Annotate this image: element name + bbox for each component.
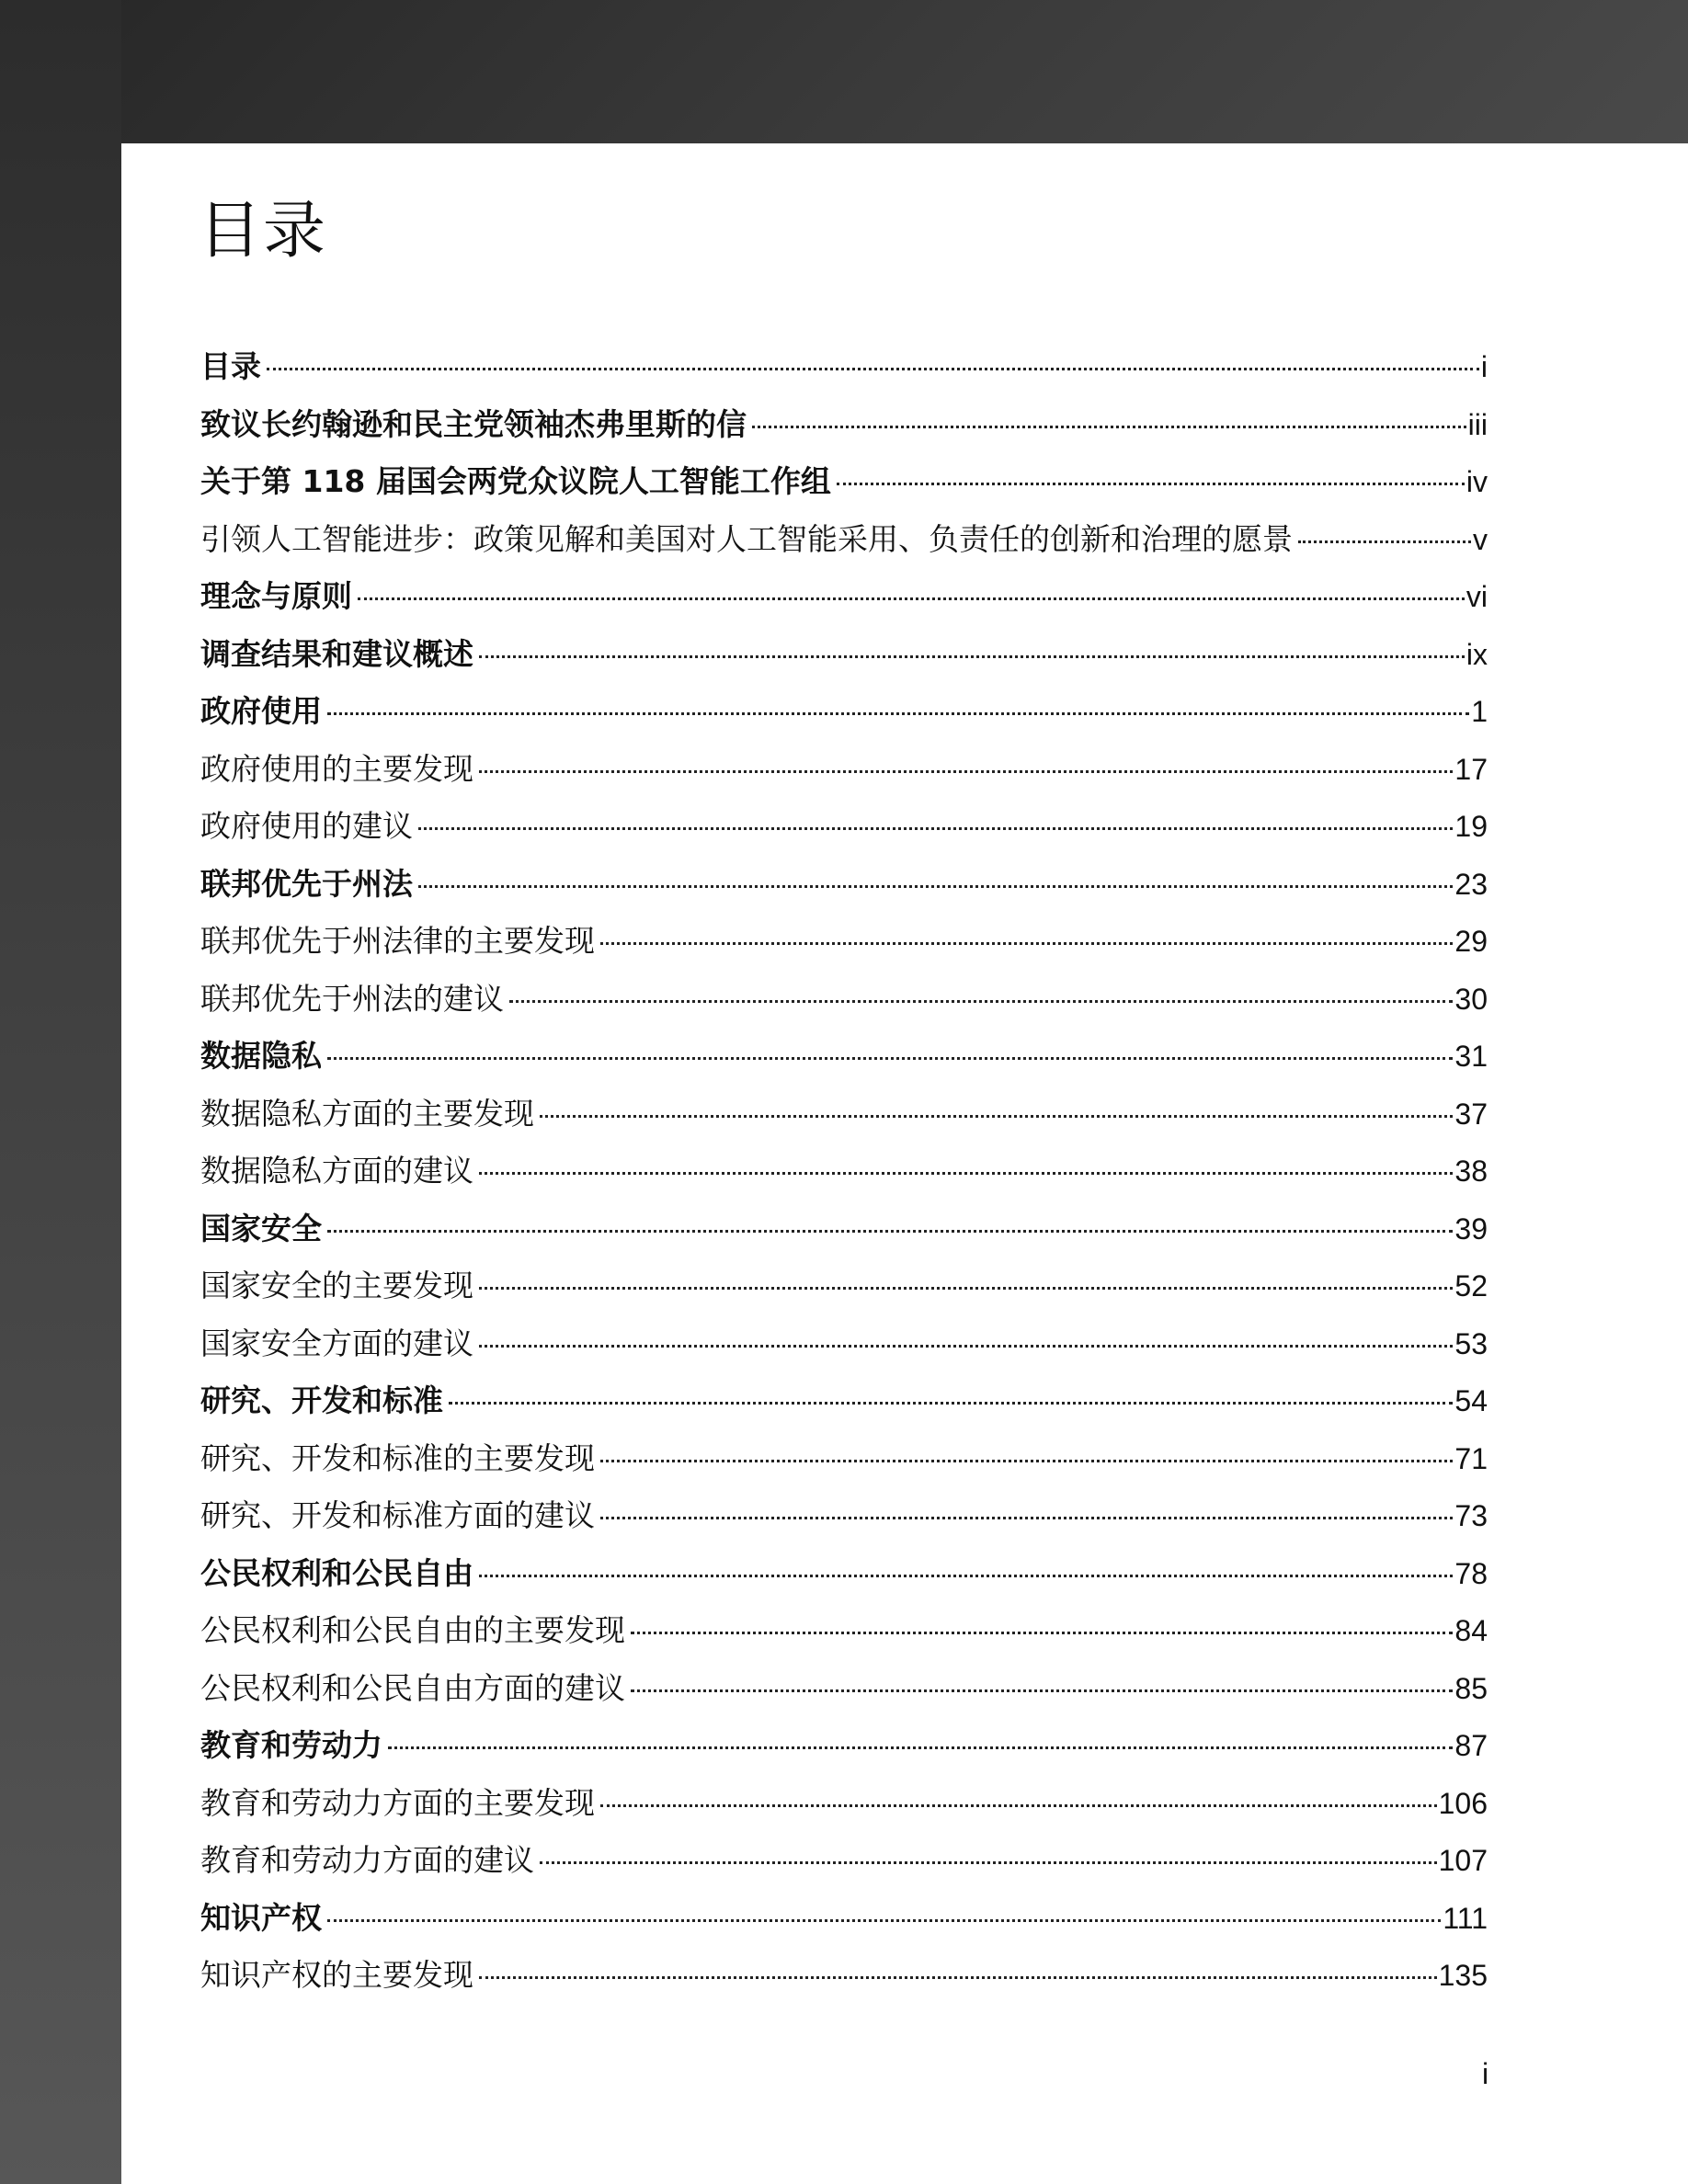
toc-entry-title[interactable]: 关于第 118 届国会两党众议院人工智能工作组 (200, 463, 831, 499)
toc-entry-page-number[interactable]: 1 (1471, 695, 1488, 728)
toc-entry[interactable] (200, 860, 1488, 918)
toc-entry-page-number[interactable]: ix (1466, 637, 1488, 671)
toc-entry-page-number[interactable]: iv (1466, 465, 1488, 498)
toc-entry[interactable] (200, 1090, 1488, 1148)
toc-entry[interactable] (200, 1320, 1488, 1378)
toc-entry[interactable] (200, 516, 1488, 574)
toc-entry[interactable] (200, 1377, 1488, 1435)
toc-entry-title[interactable]: 目录 (200, 348, 261, 384)
toc-entry[interactable] (200, 1607, 1488, 1665)
dot-leader (358, 597, 1465, 600)
toc-entry[interactable] (200, 1147, 1488, 1205)
toc-entry-page-number[interactable]: v (1473, 522, 1488, 556)
toc-entry[interactable] (200, 1780, 1488, 1837)
toc-entry-title[interactable]: 理念与原则 (200, 578, 352, 614)
toc-entry[interactable] (200, 1665, 1488, 1723)
toc-entry-title[interactable]: 政府使用的建议 (200, 808, 413, 844)
dot-leader (327, 1057, 1453, 1060)
toc-entry-title[interactable]: 引领人工智能进步：政策见解和美国对人工智能采用、负责任的创新和治理的愿景 (200, 520, 1293, 557)
toc-entry-page-number[interactable]: 17 (1454, 752, 1488, 786)
toc-entry[interactable] (200, 1492, 1488, 1550)
dot-leader (837, 483, 1465, 485)
dot-leader (449, 1402, 1453, 1405)
dot-leader (1298, 540, 1471, 543)
toc-entry[interactable] (200, 802, 1488, 860)
page-title: 目录 (199, 195, 328, 267)
document-page (121, 143, 1688, 2184)
toc-entry[interactable] (200, 917, 1488, 975)
toc-entry-title[interactable]: 研究、开发和标准的主要发现 (200, 1439, 595, 1476)
toc-entry[interactable] (200, 343, 1488, 401)
dot-leader (600, 1804, 1437, 1807)
toc-entry-title[interactable]: 数据隐私 (200, 1038, 322, 1074)
toc-entry-page-number[interactable]: 106 (1438, 1786, 1488, 1820)
toc-entry[interactable] (200, 401, 1488, 459)
dot-leader (509, 1000, 1453, 1003)
toc-entry-page-number[interactable]: 78 (1454, 1556, 1488, 1590)
toc-entry-page-number[interactable]: 87 (1454, 1729, 1488, 1762)
dot-leader (479, 1287, 1453, 1290)
toc-entry-title[interactable]: 调查结果和建议概述 (200, 635, 473, 672)
toc-entry-title[interactable]: 联邦优先于州法的建议 (200, 980, 504, 1017)
toc-entry-page-number[interactable]: 23 (1454, 867, 1488, 901)
toc-entry[interactable] (200, 745, 1488, 803)
toc-entry-title[interactable]: 国家安全方面的建议 (200, 1325, 473, 1361)
toc-entry-title[interactable]: 国家安全 (200, 1210, 322, 1246)
dot-leader (479, 1345, 1453, 1348)
toc-entry-title[interactable]: 教育和劳动力 (200, 1727, 382, 1763)
toc-entry-title[interactable]: 研究、开发和标准 (200, 1382, 443, 1418)
dot-leader (388, 1746, 1453, 1749)
dot-leader (600, 1460, 1453, 1462)
footer-page-number: i (1482, 2057, 1489, 2090)
dot-leader (418, 827, 1453, 830)
toc-entry-title[interactable]: 联邦优先于州法 (200, 865, 413, 902)
toc-entry[interactable] (200, 631, 1488, 688)
toc-entry-title[interactable]: 教育和劳动力方面的主要发现 (200, 1784, 595, 1821)
toc-entry-page-number[interactable]: 71 (1454, 1441, 1488, 1475)
dot-leader (631, 1689, 1453, 1692)
dot-leader (479, 1976, 1437, 1979)
toc-entry-page-number[interactable]: 29 (1454, 925, 1488, 958)
toc-entry-page-number[interactable]: 38 (1454, 1155, 1488, 1188)
toc-entry-page-number[interactable]: 39 (1454, 1211, 1488, 1246)
toc-entry[interactable] (200, 1837, 1488, 1894)
dot-leader (479, 655, 1465, 658)
table-of-contents (200, 343, 1488, 2009)
toc-entry-page-number[interactable]: 107 (1438, 1844, 1488, 1877)
dot-leader (327, 1230, 1453, 1233)
toc-entry-page-number[interactable]: 37 (1454, 1097, 1488, 1131)
toc-entry-page-number[interactable]: vi (1466, 580, 1488, 613)
toc-entry[interactable] (200, 1722, 1488, 1780)
toc-entry-title[interactable]: 知识产权的主要发现 (200, 1957, 473, 1993)
dot-leader (752, 426, 1466, 428)
toc-entry-title[interactable]: 政府使用 (200, 693, 322, 729)
toc-entry-page-number[interactable]: 73 (1454, 1499, 1488, 1532)
toc-entry[interactable] (200, 1951, 1488, 2009)
dot-leader (267, 368, 1479, 370)
dot-leader (540, 1861, 1437, 1864)
toc-entry-title[interactable]: 联邦优先于州法律的主要发现 (200, 923, 595, 959)
toc-entry-page-number[interactable]: 135 (1438, 1959, 1488, 1992)
toc-entry[interactable] (200, 975, 1488, 1033)
toc-entry-page-number[interactable]: i (1480, 350, 1488, 383)
toc-entry-page-number[interactable]: 111 (1443, 1901, 1488, 1935)
toc-entry[interactable] (200, 458, 1488, 516)
toc-entry-page-number[interactable]: 84 (1454, 1614, 1488, 1647)
toc-entry-page-number[interactable]: iii (1467, 407, 1488, 441)
toc-entry-title[interactable]: 研究、开发和标准方面的建议 (200, 1497, 595, 1533)
toc-entry-title[interactable]: 数据隐私方面的建议 (200, 1153, 473, 1189)
dot-leader (327, 1919, 1441, 1922)
toc-entry[interactable] (200, 1550, 1488, 1608)
toc-entry[interactable] (200, 1435, 1488, 1493)
toc-entry-page-number[interactable]: 53 (1454, 1326, 1488, 1360)
toc-entry-title[interactable]: 公民权利和公民自由方面的建议 (200, 1669, 625, 1706)
toc-entry[interactable] (200, 1205, 1488, 1263)
toc-entry-page-number[interactable]: 54 (1454, 1384, 1488, 1417)
toc-entry[interactable] (200, 1894, 1488, 1952)
dot-leader (327, 712, 1469, 715)
toc-entry[interactable] (200, 1262, 1488, 1320)
toc-entry-page-number[interactable]: 85 (1454, 1671, 1488, 1705)
toc-entry[interactable] (200, 573, 1488, 631)
toc-entry-title[interactable]: 政府使用的主要发现 (200, 750, 473, 787)
dot-leader (479, 1172, 1453, 1175)
toc-entry-title[interactable]: 教育和劳动力方面的建议 (200, 1842, 534, 1878)
dot-leader (479, 1575, 1453, 1577)
dark-left-margin (0, 0, 121, 2184)
toc-entry-title[interactable]: 公民权利和公民自由的主要发现 (200, 1612, 625, 1648)
toc-entry-title[interactable]: 致议长约翰逊和民主党领袖杰弗里斯的信 (200, 405, 747, 442)
toc-entry-title[interactable]: 公民权利和公民自由 (200, 1554, 473, 1591)
toc-entry-title[interactable]: 国家安全的主要发现 (200, 1268, 473, 1303)
toc-entry-page-number[interactable]: 19 (1454, 810, 1488, 843)
dot-leader (600, 1517, 1453, 1519)
dot-leader (631, 1632, 1453, 1634)
toc-entry-page-number[interactable]: 30 (1454, 982, 1488, 1016)
toc-entry-title[interactable]: 数据隐私方面的主要发现 (200, 1095, 534, 1132)
toc-entry-page-number[interactable]: 31 (1454, 1040, 1488, 1073)
dot-leader (418, 885, 1453, 888)
dot-leader (540, 1115, 1453, 1118)
dot-leader (600, 942, 1453, 945)
toc-entry[interactable] (200, 1032, 1488, 1090)
toc-entry-title[interactable]: 知识产权 (200, 1899, 322, 1936)
dot-leader (479, 770, 1453, 773)
toc-entry[interactable] (200, 688, 1488, 745)
toc-entry-page-number[interactable]: 52 (1454, 1269, 1488, 1302)
